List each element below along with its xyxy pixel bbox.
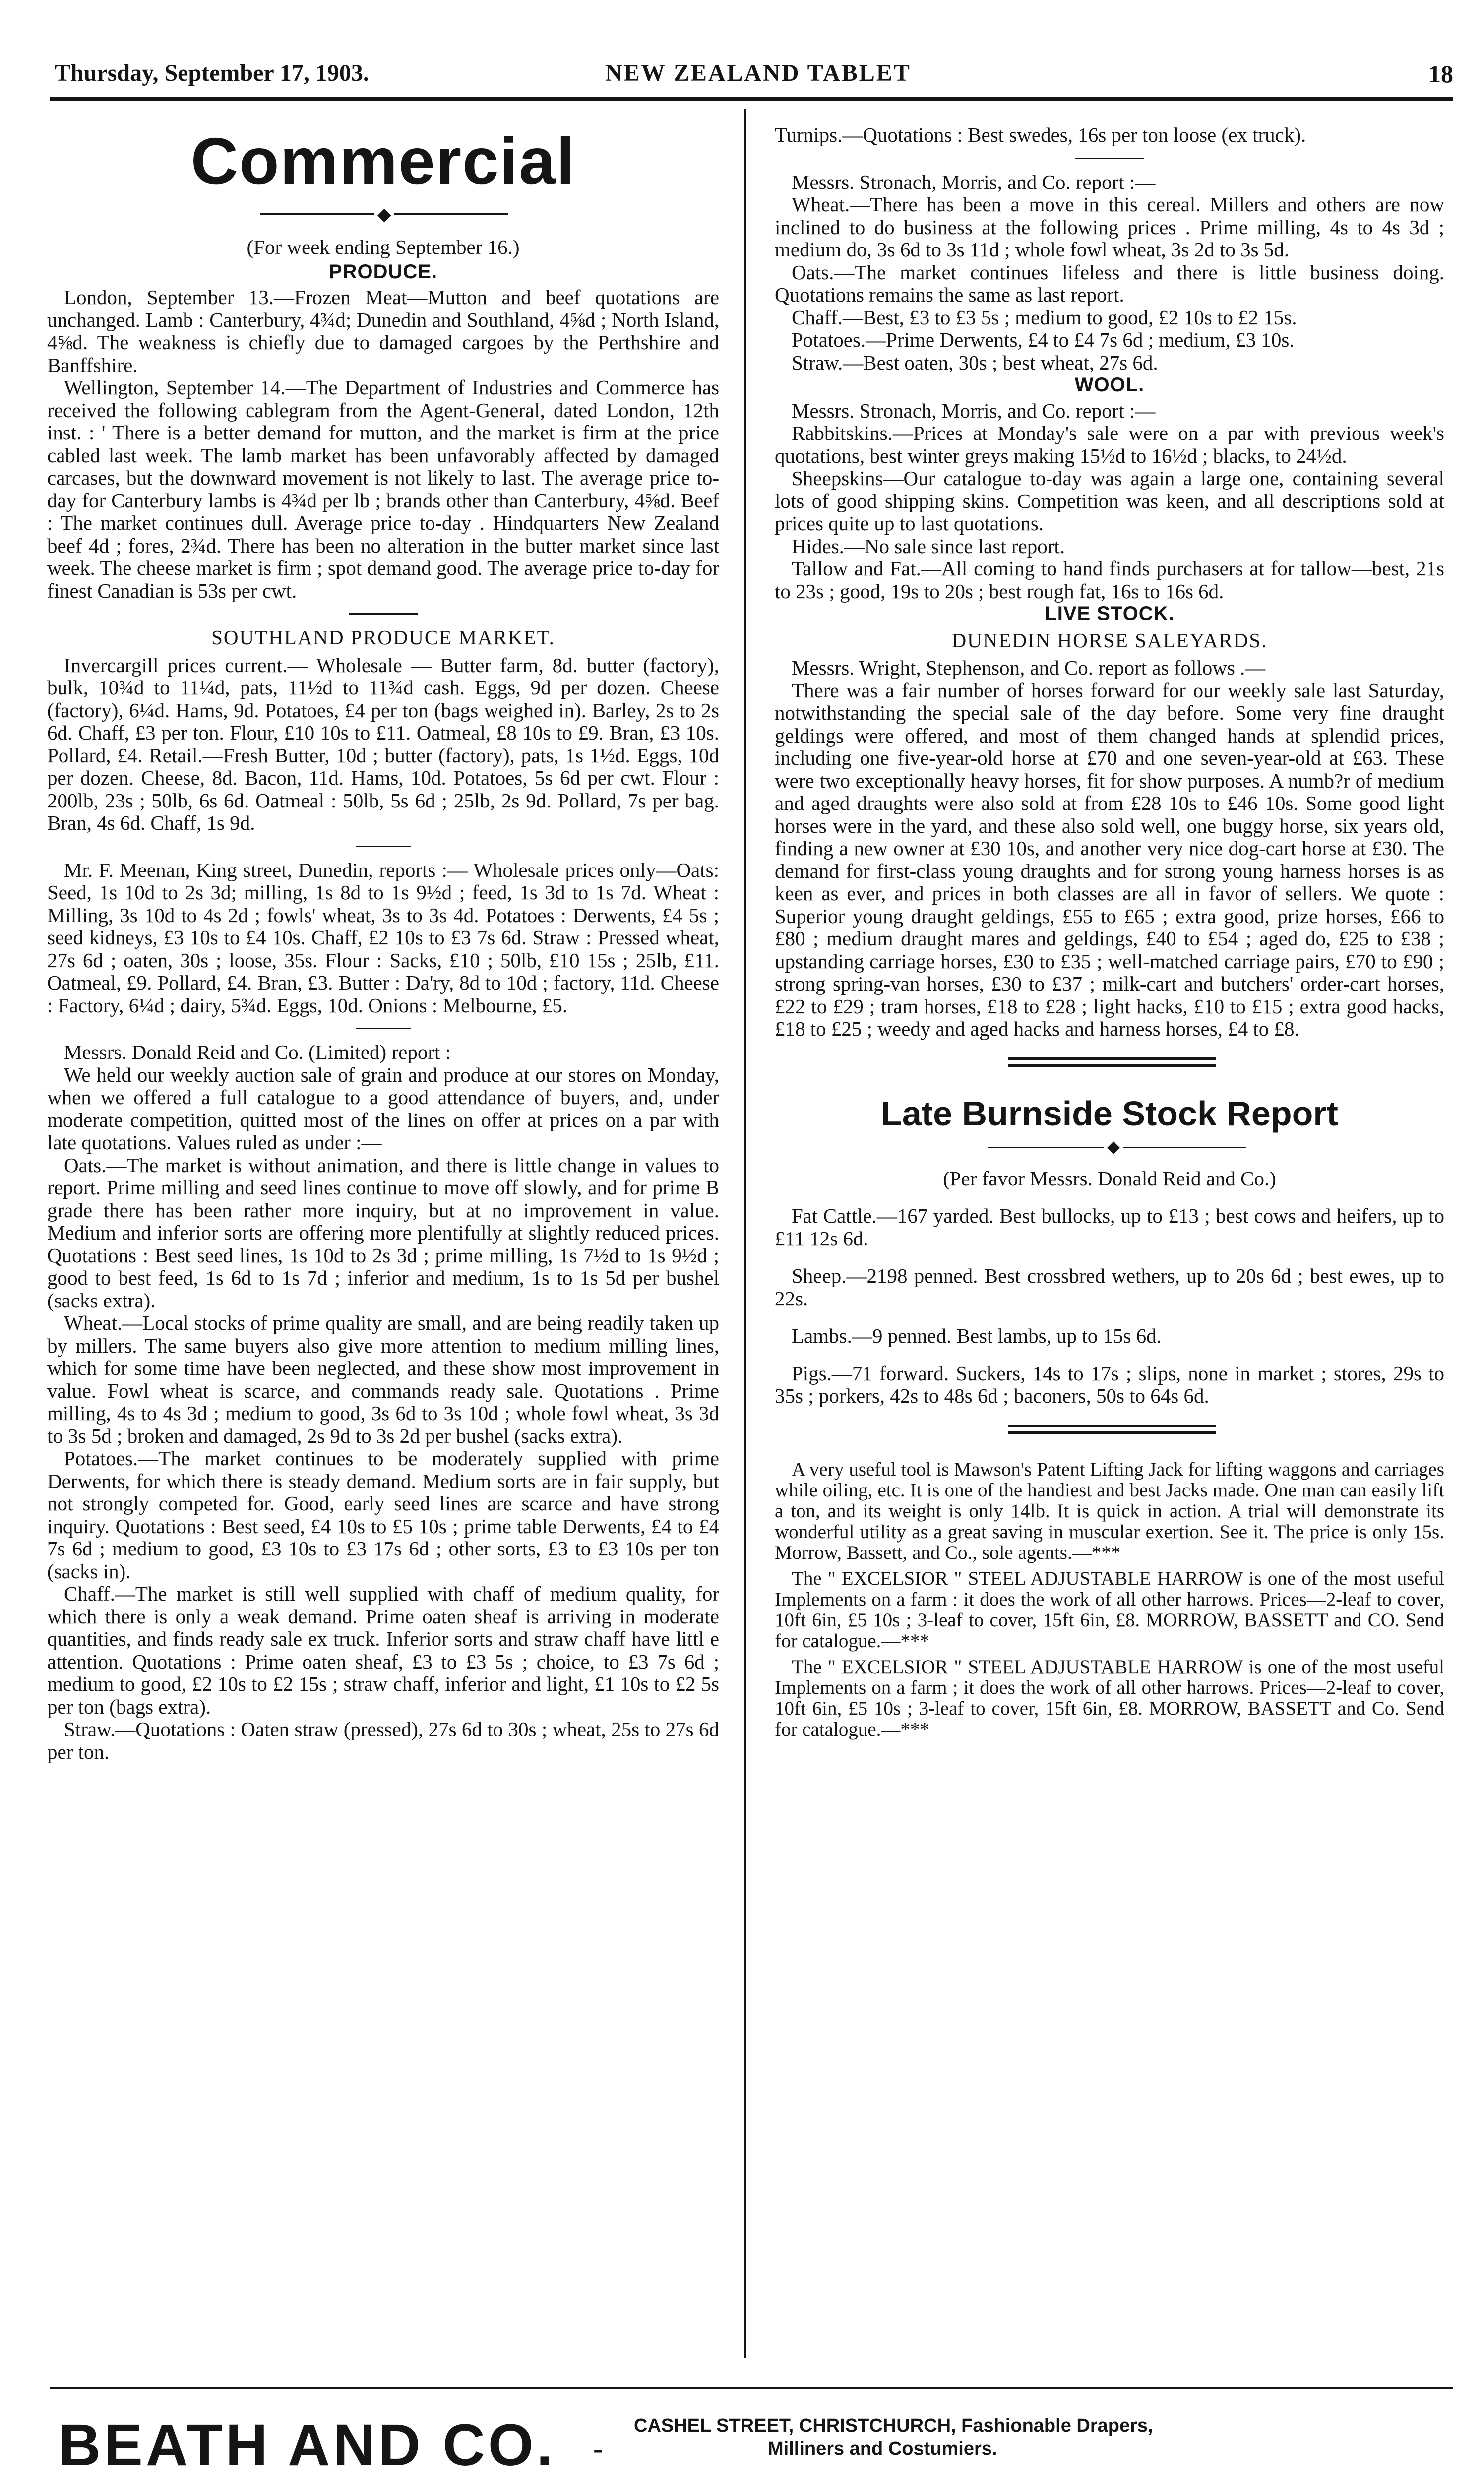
section-rule <box>356 1028 411 1029</box>
section-title: Commercial <box>190 124 576 197</box>
reid-intro: Messrs. Donald Reid and Co. (Limited) report : <box>64 1041 451 1063</box>
late-burnside-title: Late Burnside Stock Report <box>881 1094 1338 1133</box>
rule-line <box>1008 1057 1216 1060</box>
footer-rule <box>50 2387 1453 2389</box>
stronach-intro: Messrs. Stronach, Morris, and Co. report :— <box>792 170 1156 193</box>
saleyards-heading: DUNEDIN HORSE SALEYARDS. <box>951 628 1268 652</box>
late-paragraph: Lambs.—9 penned. Best lambs, up to 15s 6d. <box>792 1324 1162 1347</box>
header-rule <box>50 97 1453 101</box>
section-rule <box>356 846 411 847</box>
title-ornament <box>47 203 719 224</box>
commercial-paragraph: London, September 13.—Frozen Meat—Mutton and beef quotations are unchanged. Lamb : Canterbury, 4¾d; Dunedin and Southland, 4⅝d ; North Island, 4⅝d. The weakness is chiefly due to damaged cargoes by the Perthshire and Banffshire. <box>47 286 719 376</box>
southland-heading: SOUTHLAND PRODUCE MARKET. <box>211 626 555 649</box>
issue-date: Thursday, September 17, 1903. <box>55 60 369 86</box>
running-head <box>55 60 1453 94</box>
column-divider <box>744 109 746 2358</box>
wool-paragraph: Hides.—No sale since last report. <box>792 534 1065 558</box>
late-subtitle: (Per favor Messrs. Donald Reid and Co.) <box>943 1167 1276 1190</box>
produce-heading: PRODUCE. <box>328 260 438 283</box>
late-title-ornament <box>775 1138 1444 1158</box>
turnips-paragraph: Turnips.—Quotations : Best swedes, 16s per ton loose (ex truck). <box>775 124 1306 146</box>
reid-paragraph: Chaff.—The market is still well supplied with chaff of medium quality, for which there is only a weak demand. Prime oaten sheaf is arriving in moderate quantities, and finds ready sale ex truck. Inferior sorts and straw chaff have littl e attention. Quotations : Prime oaten sheaf, £3 to £3 5s ; choice, to £3 7s 6d ; medium to good, £2 10s to £2 15s ; straw chaff, inferior and light, £1 10s to £2 5s per ton (bags extra). <box>47 1582 719 1718</box>
footer-address <box>634 2415 1153 2460</box>
meenan-paragraph: Mr. F. Meenan, King street, Dunedin, reports :— Wholesale prices only—Oats: Seed, 1s 10d to 2s 3d; milling, 1s 8d to 1s 9½d ; feed, 1s 3d to 1s 7d. Wheat : Milling, 3s 10d to 4s 2d ; fowls' wheat, 3s to 3s 4d. Potatoes : Derwents, £4 5s ; seed kidneys, £3 10s to £4 10s. Chaff, £2 10s to £3 7s 6d. Straw : Pressed wheat, 27s 6d ; oaten, 30s ; loose, 35s. Flour : Sacks, £10 ; 50lb, £10 15s ; 25lb, £11. Oatmeal, £9. Pollard, £4. Bran, £3. Butter : Da'ry, 8d to 10d ; factory, 11d. Cheese : Factory, 6¼d ; dairy, 5¾d. Eggs, 10d. Onions : Melbourne, £5. <box>47 858 719 1017</box>
reid-paragraph: Oats.—The market is without animation, and there is little change in values to report. Prime milling and seed lines continue to move off slowly, and for prime B grade there has been rather more inquiry, but at no improvement in value. Medium and inferior sorts are offering more plentifully at slightly reduced prices. Quotations : Best seed lines, 1s 10d to 2s 3d ; prime milling, 1s 7½d to 1s 9½d ; good to best feed, 1s 6d to 1s 7d ; inferior and medium, 1s to 1s 5d per bushel (sacks extra). <box>47 1153 719 1312</box>
stronach-paragraph: Wheat.—There has been a move in this cereal. Millers and others are now inclined to do business at the following prices . Prime milling, 4s to 4s 3d ; medium do, 3s 6d to 3s 11d ; whole fowl wheat, 3s 2d to 3s 5d. <box>775 193 1444 261</box>
wright-paragraph: There was a fair number of horses forward for our weekly sale last Saturday, notwithstanding the special sale of the day before. Some very fine draught geldings were offered, and most of them changed hands at splendid prices, including one five-year-old horse at £70 and one seven-year-old at £63. These were two exceptionally heavy horses, fit for show purposes. A numb?r of medium and aged draughts were also sold at from £28 10s to £46 10s. Some good light horses were in the yard, and these also sold well, one buggy horse, six years old, finding a new owner at £30 10s, and another very nice dog-cart horse at £30. The demand for first-class young draughts and for strong young harness horses is as keen as ever, and prices in both classes are all in favor of sellers. We quote : Superior young draught geldings, £55 to £65 ; extra good, prize horses, £66 to £80 ; medium draught mares and geldings, £40 to £54 ; aged do, £25 to £38 ; upstanding carriage horses, £30 to £35 ; well-matched carriage pairs, £70 to £90 ; strong spring-van horses, £30 to £37 ; milk-cart and butchers' order-cart horses, £22 to £29 ; tram horses, £18 to £28 ; light hacks, £10 to £15 ; extra good hacks, £18 to £25 ; weedy and aged hacks and harness horses, £4 to £8. <box>775 679 1444 1040</box>
rule-line <box>1008 1064 1216 1067</box>
late-paragraph: Sheep.—2198 penned. Best crossbred wethers, up to 20s 6d ; best ewes, up to 22s. <box>775 1264 1444 1310</box>
newspaper-title: NEW ZEALAND TABLET <box>605 60 911 86</box>
footer-dash: - <box>593 2432 603 2465</box>
late-paragraph: Fat Cattle.—167 yarded. Best bullocks, up to £13 ; best cows and heifers, up to £11 12s 6d. <box>775 1204 1444 1250</box>
section-rule <box>349 613 418 615</box>
wool-paragraph: Rabbitskins.—Prices at Monday's sale were on a par with previous week's quotations, best winter greys making 15½d to 16½d ; blacks, to 24½d. <box>775 422 1444 467</box>
commercial-paragraph: Wellington, September 14.—The Department of Industries and Commerce has received the following cablegram from the Agent-General, dated London, 12th inst. : ' There is a better demand for mutton, and the market is firm at the price cabled last week. The lamb market has been unfavorably affected by damaged carcases, but the downward movement is not likely to last. The average price to-day for Canterbury lambs is 4¾d per lb ; brands other than Canterbury, 4⅝d. Beef : The market continues dull. Average price to-day . Hindquarters New Zealand beef 4d ; fores, 2¾d. There has been no alteration in the butter market since last week. The cheese market is firm ; spot demand good. The average price to-day for finest Canadian is 53s per cwt. <box>47 376 719 602</box>
wright-intro: Messrs. Wright, Stephenson, and Co. report as follows .— <box>792 656 1266 679</box>
footer-address-line: CASHEL STREET, CHRISTCHURCH, Fashionable Drapers, <box>634 2416 1153 2436</box>
reid-paragraph: Potatoes.—The market continues to be moderately supplied with prime Derwents, for which there is steady demand. Medium sorts are in fair supply, but not strongly competed for. Good, early seed lines are scarce and have strong inquiry. Quotations : Best seed, £4 10s to £5 10s ; prime table Derwents, £4 to £4 7s 6d ; medium to good, £3 10s to £3 17s 6d ; other sorts, £3 to £3 10s per ton (sacks in). <box>47 1447 719 1583</box>
stronach-paragraph: Potatoes.—Prime Derwents, £4 to £4 7s 6d ; medium, £3 10s. <box>792 328 1295 351</box>
reid-paragraph: Wheat.—Local stocks of prime quality are small, and are being readily taken up by millers. The same buyers also give more attention to medium milling lines, which for some time have been neglected, and these show most improvement in value. Fowl wheat is scarce, and commands ready sale. Quotations . Prime milling, 4s to 4s 3d ; medium to good, 3s 6d to 3s 10d ; whole fowl wheat, 3s 3d to 3s 5d ; broken and damaged, 2s 9d to 3s 2d per bushel (sacks extra). <box>47 1311 719 1447</box>
southland-paragraph: Invercargill prices current.— Wholesale — Butter farm, 8d. butter (factory), bulk, 10¾d to 11¼d, pats, 11½d to 11¾d cash. Eggs, 9d per dozen. Cheese (factory), 6¼d. Hams, 9d. Potatoes, £4 per ton (bags weighed in). Barley, 2s to 2s 6d. Chaff, £3 per ton. Flour, £10 10s to £11. Oatmeal, £8 10s to £9. Bran, £3 10s. Pollard, £4. Retail.—Fresh Butter, 10d ; butter (factory), pats, 1s 1½d. Eggs, 10d per dozen. Cheese, 8d. Bacon, 11d. Hams, 10d. Potatoes, 5s 6d per cwt. Flour : 200lb, 23s ; 50lb, 6s 6d. Oatmeal : 50lb, 5s 6d ; 25lb, 2s 9d. Pollard, 7s per bag. Bran, 4s 6d. Chaff, 1s 9d. <box>47 653 719 834</box>
diamond-ornament-icon: ◆ <box>1104 1139 1123 1156</box>
double-rule <box>775 1425 1444 1439</box>
diamond-ornament-icon: ◆ <box>374 205 394 223</box>
left-column <box>47 114 719 1763</box>
week-ending: (For week ending September 16.) <box>247 236 520 258</box>
wool-paragraph: Tallow and Fat.—All coming to hand finds purchasers at for tallow—best, 21s to 23s ; good, 19s to 20s ; best rough fat, 16s to 16s 6d. <box>775 557 1444 603</box>
advert-paragraph: A very useful tool is Mawson's Patent Lifting Jack for lifting waggons and carriages while oiling, etc. It is one of the handiest and best Jacks made. One man can easily lift a ton, and its weight is only 14lb. It is quick in action. A trial will demonstrate its wonderful utility as a great saving in muscular exertion. See it. The price is only 15s. Morrow, Bassett, and Co., sole agents.—*** <box>775 1458 1444 1563</box>
stronach-paragraph: Straw.—Best oaten, 30s ; best wheat, 27s 6d. <box>792 351 1158 374</box>
footer-advertiser-name: BEATH AND CO. <box>59 2413 556 2478</box>
wool-paragraph: Sheepskins—Our catalogue to-day was again a large one, containing several lots of good shipping skins. Competition was keen, and all descriptions sold at prices quite up to last quotations. <box>775 467 1444 535</box>
stronach-paragraph: Oats.—The market continues lifeless and there is little business doing. Quotations remains the same as last report. <box>775 260 1444 306</box>
right-column <box>775 124 1444 1745</box>
reid-paragraph: Straw.—Quotations : Oaten straw (pressed), 27s 6d to 30s ; wheat, 25s to 27s 6d per ton. <box>47 1718 719 1763</box>
advert-paragraph: The " EXCELSIOR " STEEL ADJUSTABLE HARROW is one of the most useful Implements on a farm : it does the work of all other harrows. Prices—2-leaf to cover, 10ft 6in, £5 10s ; 3-leaf to cover, 15ft 6in, £8. MORROW, BASSETT and CO. Send for catalogue.—*** <box>775 1567 1444 1652</box>
section-rule <box>1075 158 1144 159</box>
double-rule <box>775 1057 1444 1072</box>
livestock-heading: LIVE STOCK. <box>1045 603 1175 624</box>
adverts-block <box>775 1459 1444 1740</box>
rule-line <box>1008 1431 1216 1434</box>
stronach-paragraph: Chaff.—Best, £3 to £3 5s ; medium to good, £2 10s to £2 15s. <box>792 306 1297 329</box>
wool-heading: WOOL. <box>1074 374 1145 396</box>
rule-line <box>1008 1425 1216 1427</box>
advert-paragraph: The " EXCELSIOR " STEEL ADJUSTABLE HARROW is one of the most useful Implements on a farm ; it does the work of all other harrows. Prices—2-leaf to cover, 10ft 6in, £5 10s ; 3-leaf to cover, 15ft 6in, £8. MORROW, BASSETT and Co. Send for catalogue.—*** <box>775 1656 1444 1740</box>
reid-paragraph: We held our weekly auction sale of grain and produce at our stores on Monday, when we offered a full catalogue to a good attendance of buyers, and, under moderate competition, quitted most of the lines on offer at prices on a par with late quotations. Values ruled as under :— <box>47 1063 719 1154</box>
footer-address-line: Milliners and Costumiers. <box>768 2438 997 2459</box>
wool-intro: Messrs. Stronach, Morris, and Co. report :— <box>792 399 1156 422</box>
page-number: 18 <box>1428 60 1453 88</box>
late-paragraph: Pigs.—71 forward. Suckers, 14s to 17s ; slips, none in market ; stores, 29s to 35s ; porkers, 42s to 48s 6d ; baconers, 50s to 64s 6d. <box>775 1362 1444 1407</box>
